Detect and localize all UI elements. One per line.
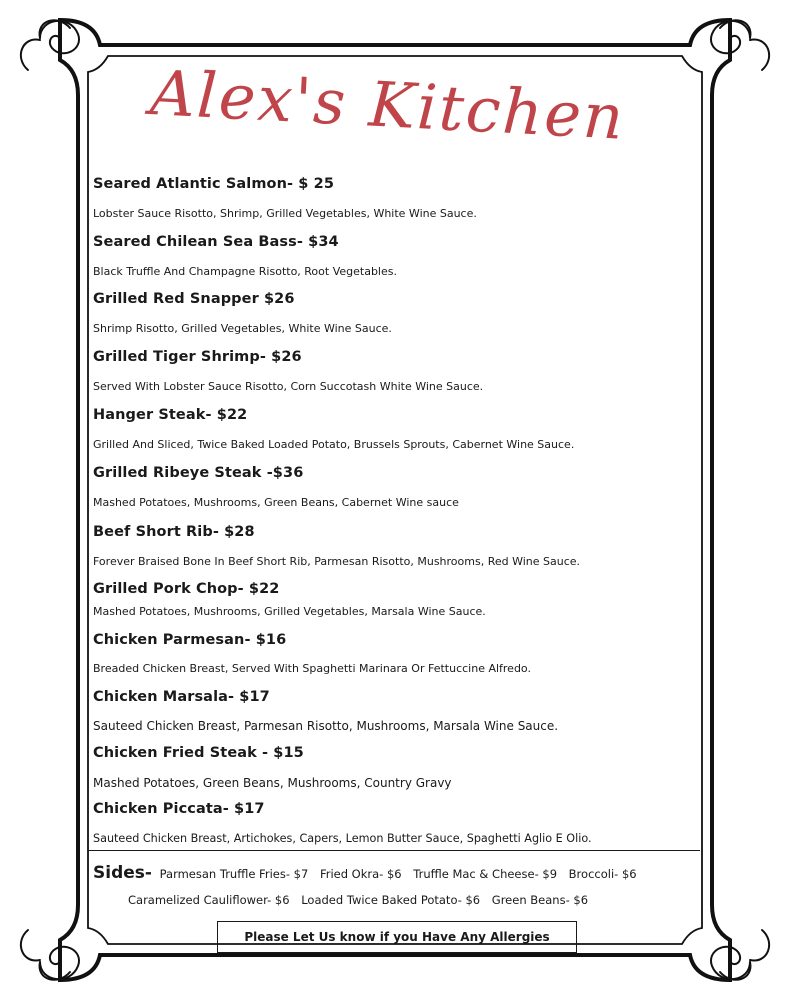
menu-item-desc: Grilled And Sliced, Twice Baked Loaded Potato, Brussels Sprouts, Cabernet Wine Sauce. <box>93 438 575 451</box>
side-item: Fried Okra- $6 <box>319 867 402 881</box>
menu-item-desc: Shrimp Risotto, Grilled Vegetables, White Wine Sauce. <box>93 322 392 335</box>
menu-item-desc: Sauteed Chicken Breast, Parmesan Risotto, Mushrooms, Marsala Wine Sauce. <box>93 719 559 733</box>
menu-item-desc: Mashed Potatoes, Mushrooms, Green Beans, Cabernet Wine sauce <box>93 496 459 509</box>
restaurant-title: Alex's Kitchen <box>148 56 627 154</box>
sides-row <box>93 863 645 883</box>
menu-item-desc: Served With Lobster Sauce Risotto, Corn Succotash White Wine Sauce. <box>93 380 484 393</box>
menu-item-name: Chicken Fried Steak - $15 <box>93 745 304 761</box>
menu-item-name: Grilled Pork Chop- $22 <box>93 581 280 597</box>
menu-item-name: Seared Atlantic Salmon- $ 25 <box>93 176 335 192</box>
menu-item-name: Chicken Piccata- $17 <box>93 801 265 817</box>
menu-item-name: Grilled Tiger Shrimp- $26 <box>93 349 302 365</box>
menu-item-name: Grilled Ribeye Steak -$36 <box>93 465 304 481</box>
sides-divider <box>88 850 700 851</box>
side-item: Green Beans- $6 <box>491 893 589 907</box>
menu-item-name: Hanger Steak- $22 <box>93 407 248 423</box>
side-item: Loaded Twice Baked Potato- $6 <box>301 893 481 907</box>
menu-item-desc: Lobster Sauce Risotto, Shrimp, Grilled Vegetables, White Wine Sauce. <box>93 207 477 220</box>
menu-item-desc: Black Truffle And Champagne Risotto, Root Vegetables. <box>93 265 397 278</box>
side-item: Broccoli- $6 <box>568 867 637 881</box>
menu-item-desc: Breaded Chicken Breast, Served With Spaghetti Marinara Or Fettuccine Alfredo. <box>93 662 531 675</box>
sides-label: Sides- <box>93 863 152 883</box>
menu-item-name: Chicken Marsala- $17 <box>93 689 270 705</box>
side-item: Truffle Mac & Cheese- $9 <box>413 867 558 881</box>
menu-item-desc: Mashed Potatoes, Green Beans, Mushrooms, Country Gravy <box>93 776 452 790</box>
menu-item-desc: Sauteed Chicken Breast, Artichokes, Capers, Lemon Butter Sauce, Spaghetti Aglio E Olio. <box>93 832 592 845</box>
menu-item-desc: Forever Braised Bone In Beef Short Rib, Parmesan Risotto, Mushrooms, Red Wine Sauce. <box>93 555 581 568</box>
menu-item-name: Beef Short Rib- $28 <box>93 524 255 540</box>
menu-item-desc: Mashed Potatoes, Mushrooms, Grilled Vegetables, Marsala Wine Sauce. <box>93 605 486 618</box>
side-item: Parmesan Truffle Fries- $7 <box>159 867 309 881</box>
menu-item-name: Chicken Parmesan- $16 <box>93 632 287 648</box>
menu-item-name: Seared Chilean Sea Bass- $34 <box>93 234 339 250</box>
menu-item-name: Grilled Red Snapper $26 <box>93 291 295 307</box>
allergy-notice: Please Let Us know if you Have Any Allergies <box>217 921 577 953</box>
sides-row <box>128 893 596 907</box>
side-item: Caramelized Cauliflower- $6 <box>128 893 290 907</box>
